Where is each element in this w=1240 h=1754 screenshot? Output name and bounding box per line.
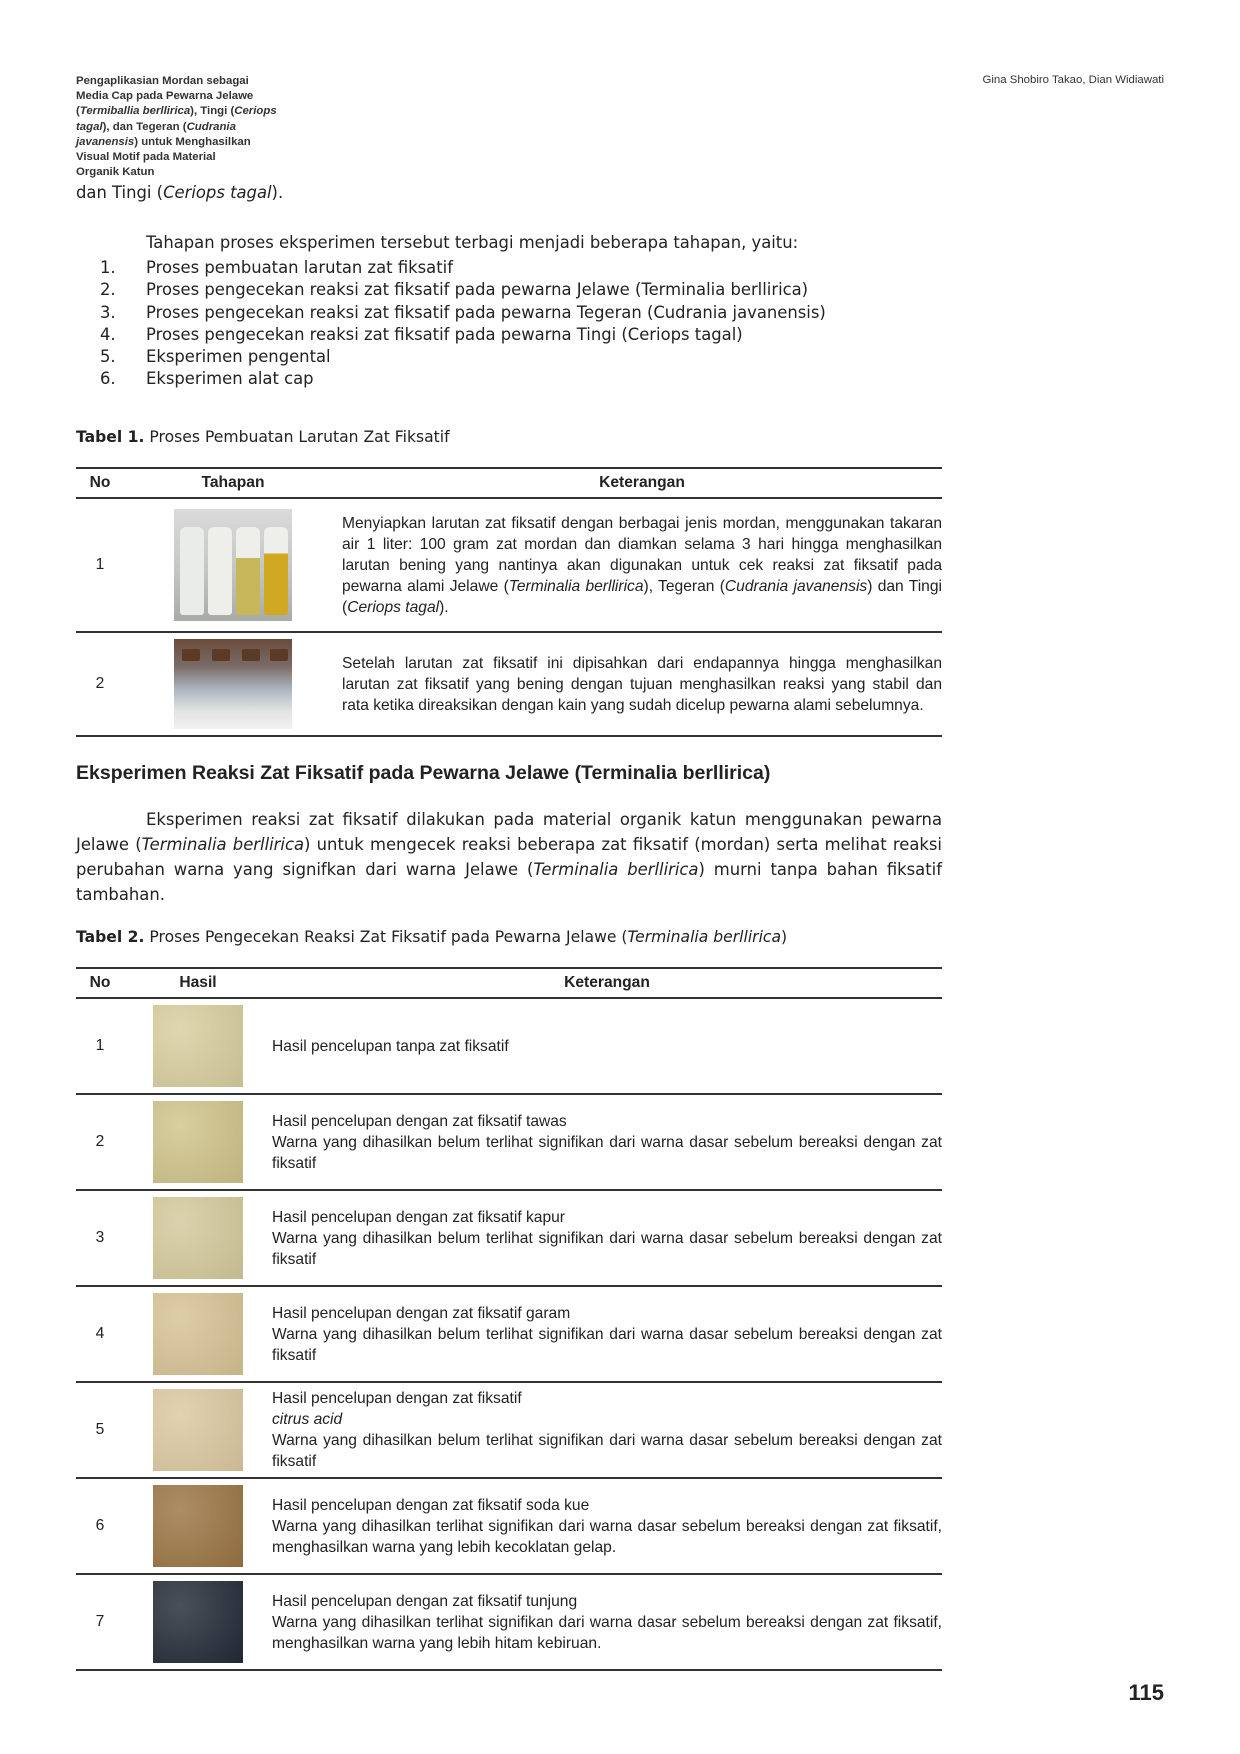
table1-caption bbox=[76, 428, 450, 446]
list-item bbox=[100, 322, 826, 344]
table2-swatch-cell bbox=[124, 1574, 272, 1670]
table2-row-desc bbox=[272, 1382, 942, 1478]
table2-body bbox=[76, 998, 942, 1670]
table2-row-no: 7 bbox=[76, 1574, 124, 1670]
table1-caption-text: Proses Pembuatan Larutan Zat Fiksatif bbox=[149, 428, 450, 446]
fabric-swatch-image bbox=[153, 1197, 243, 1279]
intro-text: Tahapan proses eksperimen tersebut terbagi menjadi beberapa tahapan, yaitu: bbox=[146, 233, 799, 252]
table2-row-result-line: Hasil pencelupan dengan zat fiksatif citrus acid bbox=[272, 1390, 522, 1428]
table2-row-no: 5 bbox=[76, 1382, 124, 1478]
running-header-line: Pengaplikasian Mordan sebagai bbox=[76, 75, 249, 87]
table2-row-no: 4 bbox=[76, 1286, 124, 1382]
jars-photo bbox=[174, 639, 292, 729]
table1-row2-desc: Setelah larutan zat fiksatif ini dipisahkan dari endapannya hingga menghasilkan larutan zat fiksatif yang bening dengan tujuan menghasilkan reaksi yang stabil dan rata ketika direaksikan dengan kain yang sudah dicelup pewarna alami sebelumnya. bbox=[342, 632, 942, 736]
table1-caption-label: Tabel 1. bbox=[76, 428, 145, 446]
table2-row-result-line: Hasil pencelupan dengan zat fiksatif soda kue bbox=[272, 1496, 590, 1514]
fabric-swatch-image bbox=[153, 1293, 243, 1375]
continuation-post: ). bbox=[271, 183, 284, 202]
table2-header-no: No bbox=[76, 968, 124, 998]
table2-row-result-line: Hasil pencelupan dengan zat fiksatif kapur bbox=[272, 1208, 565, 1226]
table2-row-result-line: Hasil pencelupan tanpa zat fiksatif bbox=[272, 1037, 509, 1055]
table2-row-note: Warna yang dihasilkan belum terlihat signifikan dari warna dasar sebelum bereaksi dengan zat fiksatif bbox=[272, 1325, 942, 1364]
list-item bbox=[100, 277, 826, 299]
list-item bbox=[100, 344, 826, 366]
running-header-line: Media Cap pada Pewarna Jelawe bbox=[76, 90, 254, 103]
table1-header-desc: Keterangan bbox=[342, 468, 942, 498]
table2-row-note: Warna yang dihasilkan belum terlihat signifikan dari warna dasar sebelum bereaksi dengan zat fiksatif bbox=[272, 1229, 942, 1268]
continuation-pre: dan Tingi ( bbox=[76, 183, 164, 202]
table-row bbox=[76, 1190, 942, 1286]
list-item bbox=[100, 366, 826, 388]
section-heading: Eksperimen Reaksi Zat Fiksatif pada Pewarna Jelawe (Terminalia berllirica) bbox=[76, 762, 771, 784]
table2-row-note: Warna yang dihasilkan belum terlihat signifikan dari warna dasar sebelum bereaksi dengan zat fiksatif bbox=[272, 1432, 942, 1470]
continuation-text bbox=[76, 180, 283, 205]
running-header-line: Visual Motif pada Material bbox=[76, 151, 216, 164]
list-item bbox=[100, 300, 826, 322]
section-paragraph-text: Eksperimen reaksi zat fiksatif dilakukan pada material organik katun menggunakan pewarna Jelawe (Terminalia berllirica) untuk mengecek reaksi beberapa zat fiksatif (mordan) serta melihat reaksi perubahan warna yang signifkan dari warna Jelawe (Terminalia berllirica) murni tanpa bahan fiksatif tambahan. bbox=[76, 810, 942, 904]
list-item-number: 4. bbox=[100, 324, 116, 344]
table2-swatch-cell bbox=[124, 1382, 272, 1478]
list-item-text: Proses pembuatan larutan zat fiksatif bbox=[146, 258, 453, 277]
table1-row2-no: 2 bbox=[76, 632, 124, 736]
running-header-line: tagal), dan Tegeran (Cudrania bbox=[76, 120, 236, 133]
fabric-swatch-image bbox=[153, 1581, 243, 1663]
running-header-line: Organik Katun bbox=[76, 166, 155, 179]
table-row bbox=[76, 1574, 942, 1670]
table1-header-stage: Tahapan bbox=[124, 468, 342, 498]
fabric-swatch-image bbox=[153, 1005, 243, 1087]
table2-row-no: 2 bbox=[76, 1094, 124, 1190]
list-item-number: 5. bbox=[100, 347, 116, 367]
table2-swatch-cell bbox=[124, 1286, 272, 1382]
list-item bbox=[100, 255, 826, 277]
running-header-authors: Gina Shobiro Takao, Dian Widiawati bbox=[982, 74, 1164, 86]
table2 bbox=[76, 967, 942, 1671]
table1-row1-photo-cell bbox=[124, 498, 342, 632]
table2-header-desc: Keterangan bbox=[272, 968, 942, 998]
table2-swatch-cell bbox=[124, 1478, 272, 1574]
table2-row-desc bbox=[272, 998, 942, 1094]
running-header-title bbox=[76, 74, 316, 180]
table2-row-result-line: Hasil pencelupan dengan zat fiksatif garam bbox=[272, 1304, 571, 1322]
table2-header-result: Hasil bbox=[124, 968, 272, 998]
table2-row-result-line: Hasil pencelupan dengan zat fiksatif tunjung bbox=[272, 1592, 578, 1610]
table2-header-row bbox=[76, 968, 942, 998]
table2-swatch-cell bbox=[124, 1190, 272, 1286]
table2-row-desc bbox=[272, 1094, 942, 1190]
table2-swatch-cell bbox=[124, 1094, 272, 1190]
table2-row-desc bbox=[272, 1190, 942, 1286]
list-item-text: Eksperimen alat cap bbox=[146, 369, 314, 389]
table1 bbox=[76, 467, 942, 737]
table2-row-note: Warna yang dihasilkan terlihat signifikan dari warna dasar sebelum bereaksi dengan zat fiksatif, menghasilkan warna yang lebih hitam kebiruan. bbox=[272, 1613, 942, 1652]
table2-row-note: Warna yang dihasilkan belum terlihat signifikan dari warna dasar sebelum bereaksi dengan zat fiksatif bbox=[272, 1133, 942, 1172]
table-row bbox=[76, 1286, 942, 1382]
table-row bbox=[76, 998, 942, 1094]
table-row bbox=[76, 1094, 942, 1190]
table2-row-no: 3 bbox=[76, 1190, 124, 1286]
table1-header-no: No bbox=[76, 468, 124, 498]
list-item-number: 1. bbox=[100, 258, 116, 277]
list-item-text: Proses pengecekan reaksi zat fiksatif pada pewarna Tegeran (Cudrania javanensis) bbox=[146, 302, 826, 322]
table-row bbox=[76, 1382, 942, 1478]
table-row bbox=[76, 1478, 942, 1574]
fabric-swatch-image bbox=[153, 1101, 243, 1183]
fabric-swatch-image bbox=[153, 1485, 243, 1567]
table1-row2-photo-cell bbox=[124, 632, 342, 736]
section-paragraph bbox=[76, 807, 942, 907]
running-header-line: (Termiballia berllirica), Tingi (Ceriops bbox=[76, 105, 277, 118]
list-item-number: 2. bbox=[100, 280, 116, 300]
table1-header-row bbox=[76, 468, 942, 498]
list-item-number: 6. bbox=[100, 369, 116, 389]
table-row bbox=[76, 632, 942, 736]
table2-caption-label: Tabel 2. bbox=[76, 928, 145, 946]
list-item-text: Proses pengecekan reaksi zat fiksatif pada pewarna Tingi (Ceriops tagal) bbox=[146, 324, 743, 344]
list-item-text: Eksperimen pengental bbox=[146, 347, 331, 367]
table2-caption-text: Proses Pengecekan Reaksi Zat Fiksatif pada Pewarna Jelawe (Terminalia berllirica) bbox=[149, 928, 788, 946]
table-row bbox=[76, 498, 942, 632]
table1-row1-no: 1 bbox=[76, 498, 124, 632]
table2-caption bbox=[76, 928, 787, 946]
fabric-swatch-image bbox=[153, 1389, 243, 1471]
table2-row-desc bbox=[272, 1286, 942, 1382]
list-item-number: 3. bbox=[100, 302, 116, 322]
table2-swatch-cell bbox=[124, 998, 272, 1094]
bottles-photo bbox=[174, 509, 292, 621]
table2-row-note: Warna yang dihasilkan terlihat signifikan dari warna dasar sebelum bereaksi dengan zat fiksatif, menghasilkan warna yang lebih kecoklatan gelap. bbox=[272, 1517, 942, 1556]
table1-row1-desc: Menyiapkan larutan zat fiksatif dengan berbagai jenis mordan, menggunakan takaran air 1 liter: 100 gram zat mordan dan diamkan selama 3 hari hingga menghasilkan larutan bening yang nantinya akan digunakan untuk cek reaksi zat fiksatif pada pewarna alami Jelawe (Terminalia berllirica), Tegeran (Cudrania javanensis) dan Tingi (Ceriops tagal). bbox=[342, 498, 942, 632]
table2-row-no: 6 bbox=[76, 1478, 124, 1574]
steps-list bbox=[100, 255, 826, 389]
page-number: 115 bbox=[1128, 1680, 1164, 1705]
continuation-italic: Ceriops tagal bbox=[163, 183, 272, 202]
table2-row-desc bbox=[272, 1478, 942, 1574]
table2-row-result-line: Hasil pencelupan dengan zat fiksatif tawas bbox=[272, 1112, 567, 1130]
table2-row-no: 1 bbox=[76, 998, 124, 1094]
running-header-line: javanensis) untuk Menghasilkan bbox=[76, 135, 251, 148]
table2-row-desc bbox=[272, 1574, 942, 1670]
list-item-text: Proses pengecekan reaksi zat fiksatif pada pewarna Jelawe (Terminalia berllirica) bbox=[146, 280, 809, 300]
